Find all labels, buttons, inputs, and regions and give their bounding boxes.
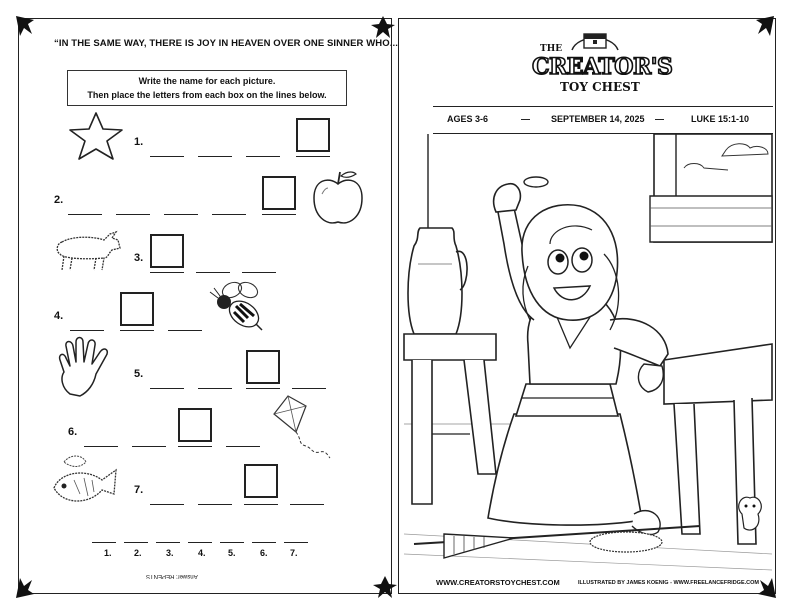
letter-blank[interactable] bbox=[246, 388, 280, 389]
separator: — bbox=[655, 114, 664, 124]
letter-box[interactable] bbox=[246, 350, 280, 384]
bee-icon bbox=[208, 278, 268, 336]
answer-blank[interactable] bbox=[252, 542, 276, 543]
answer-label: 2. bbox=[134, 548, 142, 558]
letter-blank[interactable] bbox=[70, 330, 104, 331]
illustrator-credit: ILLUSTRATED BY JAMES KOENIG - WWW.FREELANCEFRIDGE.COM bbox=[578, 580, 759, 586]
fish-icon bbox=[46, 450, 122, 512]
logo bbox=[520, 28, 673, 100]
coloring-illustration bbox=[404, 134, 772, 572]
letter-blank[interactable] bbox=[212, 214, 246, 215]
letter-box[interactable] bbox=[178, 408, 212, 442]
ox-icon bbox=[52, 224, 124, 274]
letter-blank[interactable] bbox=[150, 272, 184, 273]
kite-icon bbox=[268, 394, 332, 462]
corner-ornament-icon bbox=[370, 14, 396, 40]
letter-blank[interactable] bbox=[168, 330, 202, 331]
letter-box[interactable] bbox=[296, 118, 330, 152]
answer-blank[interactable] bbox=[124, 542, 148, 543]
answer-label: 5. bbox=[228, 548, 236, 558]
info-bar bbox=[433, 106, 773, 134]
toy-chest-icon bbox=[568, 28, 622, 52]
letter-blank[interactable] bbox=[150, 156, 184, 157]
item-number: 1. bbox=[134, 136, 144, 148]
letter-blank[interactable] bbox=[246, 156, 280, 157]
letter-blank[interactable] bbox=[132, 446, 166, 447]
letter-blank[interactable] bbox=[178, 446, 212, 447]
letter-blank[interactable] bbox=[242, 272, 276, 273]
letter-blank[interactable] bbox=[196, 272, 230, 273]
letter-blank[interactable] bbox=[262, 214, 296, 215]
corner-ornament-icon bbox=[372, 574, 398, 600]
age-range: AGES 3-6 bbox=[447, 114, 489, 124]
item-number: 4. bbox=[54, 310, 64, 322]
letter-blank[interactable] bbox=[296, 156, 330, 157]
letter-blank[interactable] bbox=[164, 214, 198, 215]
corner-ornament-icon bbox=[752, 574, 778, 600]
letter-blank[interactable] bbox=[226, 446, 260, 447]
logo-the: THE bbox=[540, 44, 563, 54]
answer-label: 4. bbox=[198, 548, 206, 558]
answer-blank[interactable] bbox=[220, 542, 244, 543]
answer-blank[interactable] bbox=[156, 542, 180, 543]
letter-blank[interactable] bbox=[68, 214, 102, 215]
scripture-reference: LUKE 15:1-10 bbox=[691, 114, 750, 124]
instructions-line-2: Then place the letters from each box on the lines below. bbox=[87, 90, 327, 100]
letter-box[interactable] bbox=[150, 234, 184, 268]
answer-label: 3. bbox=[166, 548, 174, 558]
letter-box[interactable] bbox=[120, 292, 154, 326]
hand-icon bbox=[56, 334, 120, 398]
website-url: WWW.CREATORSTOYCHEST.COM bbox=[436, 578, 560, 587]
answer-label: 6. bbox=[260, 548, 268, 558]
letter-blank[interactable] bbox=[198, 504, 232, 505]
answer-blank[interactable] bbox=[284, 542, 308, 543]
answer-label: 7. bbox=[290, 548, 298, 558]
star-icon bbox=[66, 110, 126, 162]
instructions-box bbox=[67, 70, 347, 106]
letter-blank[interactable] bbox=[198, 156, 232, 157]
item-number: 2. bbox=[54, 194, 64, 206]
corner-ornament-icon bbox=[750, 14, 776, 40]
letter-blank[interactable] bbox=[290, 504, 324, 505]
logo-creators: CREATOR'S bbox=[532, 54, 673, 80]
letter-blank[interactable] bbox=[198, 388, 232, 389]
letter-blank[interactable] bbox=[150, 504, 184, 505]
instructions-line-1: Write the name for each picture. bbox=[138, 76, 276, 86]
item-number: 3. bbox=[134, 252, 144, 264]
logo-toy-chest: TOY CHEST bbox=[560, 80, 640, 94]
letter-box[interactable] bbox=[262, 176, 296, 210]
letter-blank[interactable] bbox=[292, 388, 326, 389]
letter-box[interactable] bbox=[244, 464, 278, 498]
separator: — bbox=[521, 114, 530, 124]
letter-blank[interactable] bbox=[150, 388, 184, 389]
letter-blank[interactable] bbox=[120, 330, 154, 331]
answer-blank[interactable] bbox=[92, 542, 116, 543]
item-number: 5. bbox=[134, 368, 144, 380]
letter-blank[interactable] bbox=[244, 504, 278, 505]
answer-label: 1. bbox=[104, 548, 112, 558]
corner-ornament-icon bbox=[14, 14, 40, 40]
apple-icon bbox=[310, 168, 366, 228]
corner-ornament-icon bbox=[14, 574, 40, 600]
item-number: 7. bbox=[134, 484, 144, 496]
answer-blank[interactable] bbox=[188, 542, 212, 543]
answer-key: Answer: REPENTS bbox=[146, 573, 198, 579]
lesson-date: SEPTEMBER 14, 2025 bbox=[551, 114, 645, 124]
letter-blank[interactable] bbox=[116, 214, 150, 215]
letter-blank[interactable] bbox=[84, 446, 118, 447]
scripture-quote: “IN THE SAME WAY, THERE IS JOY IN HEAVEN OVER ONE SINNER WHO... bbox=[54, 38, 398, 49]
item-number: 6. bbox=[68, 426, 78, 438]
